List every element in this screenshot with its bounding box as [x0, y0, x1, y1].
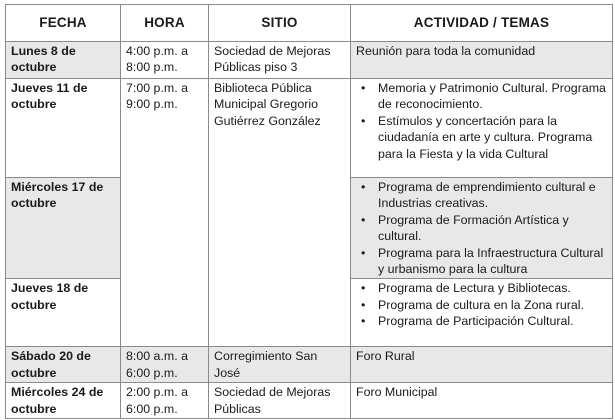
header-sitio: SITIO — [209, 5, 351, 42]
header-row — [6, 5, 613, 42]
bullet-icon: • — [361, 314, 366, 329]
temas-list — [356, 179, 607, 277]
list-item — [361, 179, 607, 212]
header-actividad: ACTIVIDAD / TEMAS — [351, 5, 613, 42]
fecha-cell: Lunes 8 de octubre — [6, 42, 121, 79]
list-item — [361, 313, 607, 329]
tema-text: Programa de cultura en la Zona rural. — [378, 297, 584, 312]
table-row — [6, 79, 613, 178]
sitio-cell: Corregimiento San José — [209, 347, 351, 383]
fecha-cell: Jueves 18 de octubre — [6, 279, 121, 347]
bullet-icon: • — [361, 281, 366, 296]
fecha-cell: Sábado 20 de octubre — [6, 347, 121, 383]
header-fecha: FECHA — [6, 5, 121, 42]
hora-cell: 8:00 a.m. a 6:00 p.m. — [121, 347, 209, 383]
tema-text: Estímulos y concertación para la ciudadanía en arte y cultura. Programa para la Fiesta y la vida Cultural — [378, 113, 593, 161]
actividad-cell: Reunión para toda la comunidad — [351, 42, 613, 79]
bullet-icon: • — [361, 297, 366, 312]
bullet-icon: • — [361, 113, 366, 128]
tema-text: Programa de Lectura y Bibliotecas. — [378, 281, 571, 296]
bullet-icon: • — [361, 245, 366, 260]
bullet-icon: • — [361, 180, 366, 194]
tema-text: Programa de Participación Cultural. — [378, 314, 574, 329]
fecha-cell: Miércoles 24 de octubre — [6, 383, 121, 419]
actividad-cell — [351, 79, 613, 178]
tema-text: Memoria y Patrimonio Cultural. Programa de reconocimiento. — [378, 81, 606, 112]
table-row — [6, 347, 613, 383]
hora-cell: 7:00 p.m. a 9:00 p.m. — [121, 79, 209, 347]
list-item — [361, 80, 607, 113]
tema-text: Programa para la Infraestructura Cultural y urbanismo para la cultura — [378, 245, 604, 277]
list-item — [361, 245, 607, 278]
actividad-cell: Foro Rural — [351, 347, 613, 383]
actividad-cell — [351, 279, 613, 347]
list-item — [361, 113, 607, 162]
schedule-table — [5, 4, 613, 419]
hora-cell: 2:00 p.m. a 6:00 p.m. — [121, 383, 209, 419]
list-item — [361, 297, 607, 313]
hora-cell: 4:00 p.m. a 8:00 p.m. — [121, 42, 209, 79]
table-row — [6, 42, 613, 79]
actividad-cell: Foro Municipal — [351, 383, 613, 419]
header-hora: HORA — [121, 5, 209, 42]
tema-text: Programa de emprendimiento cultural e Industrias creativas. — [378, 180, 596, 211]
list-item — [361, 212, 607, 245]
fecha-cell: Jueves 11 de octubre — [6, 79, 121, 178]
tema-text: Programa de Formación Artística y cultural. — [378, 212, 569, 244]
temas-list — [356, 80, 607, 162]
sitio-cell: Biblioteca Pública Municipal Gregorio Gutiérrez González — [209, 79, 351, 347]
temas-list — [356, 280, 607, 329]
fecha-cell: Miércoles 17 de octubre — [6, 178, 121, 279]
bullet-icon: • — [361, 212, 366, 227]
sitio-cell: Sociedad de Mejoras Públicas — [209, 383, 351, 419]
list-item — [361, 280, 607, 296]
bullet-icon: • — [361, 81, 366, 95]
actividad-cell — [351, 178, 613, 279]
sitio-cell: Sociedad de Mejoras Públicas piso 3 — [209, 42, 351, 79]
table-row — [6, 383, 613, 419]
